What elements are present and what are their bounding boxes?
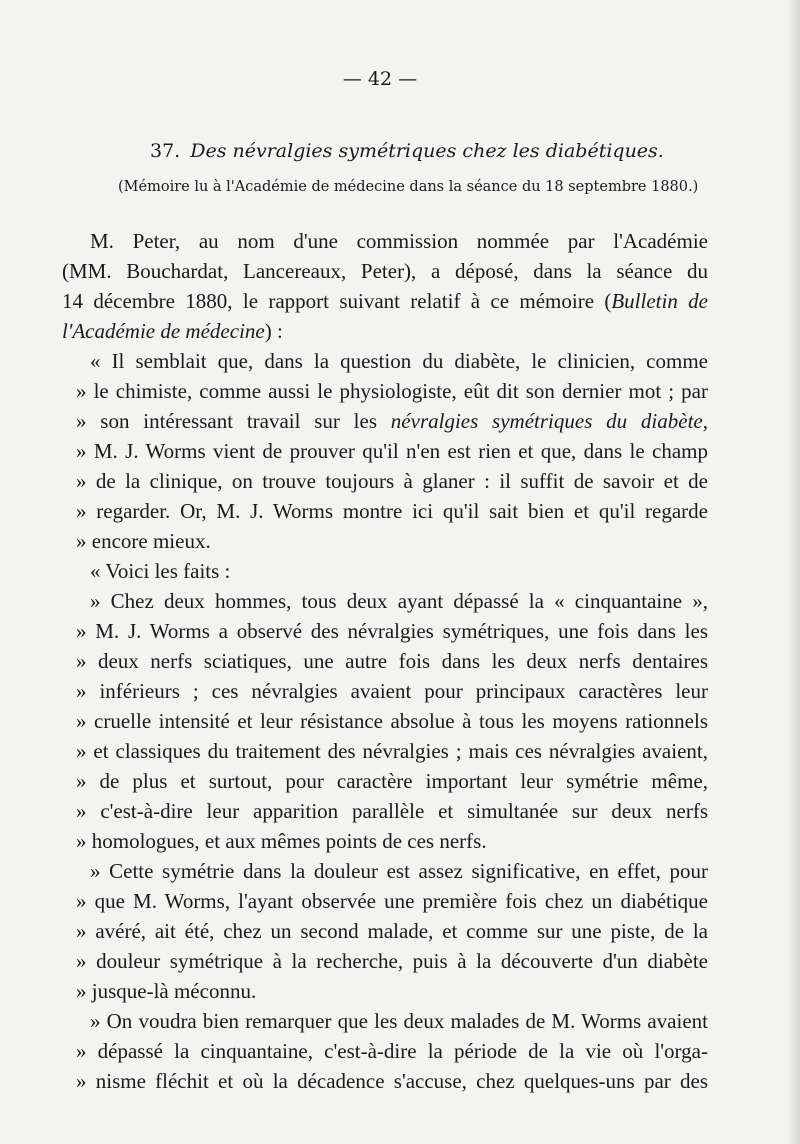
text-line	[62, 496, 708, 526]
line-text: » M. J. Worms a observé des névralgies symétriques, une fois dans les	[76, 619, 708, 643]
line-text: » M. J. Worms vient de prouver qu'il n'en est rien et que, dans le champ	[76, 439, 708, 463]
line-text: « Voici les faits :	[90, 559, 231, 583]
line-text: » homologues, et aux mêmes points de ces nerfs.	[76, 829, 487, 853]
section-heading	[150, 140, 664, 162]
text-line	[62, 436, 708, 466]
line-text: (MM. Bouchardat, Lancereaux, Peter), a déposé, dans la séance du	[62, 259, 708, 283]
text-line	[62, 316, 708, 346]
text-line	[62, 916, 708, 946]
text-line	[62, 376, 708, 406]
text-line	[62, 406, 708, 436]
body-text	[62, 226, 708, 1096]
text-line	[62, 1036, 708, 1066]
text-line	[62, 796, 708, 826]
line-text: ,	[702, 409, 708, 433]
line-text: » de la clinique, on trouve toujours à glaner : il suffit de savoir et de	[76, 469, 708, 493]
line-text: » regarder. Or, M. J. Worms montre ici qu'il sait bien et qu'il regarde	[76, 499, 708, 523]
line-text: » encore mieux.	[76, 529, 211, 553]
line-text: » le chimiste, comme aussi le physiologiste, eût dit son dernier mot ; par	[76, 379, 708, 403]
line-text: » c'est-à-dire leur apparition parallèle et simultanée sur deux nerfs	[76, 799, 708, 823]
text-line	[62, 556, 708, 586]
text-line	[62, 586, 708, 616]
text-line	[62, 676, 708, 706]
italic-text: Bulletin de	[611, 289, 708, 313]
line-text: » douleur symétrique à la recherche, puis à la découverte d'un diabète	[76, 949, 708, 973]
line-text: M. Peter, au nom d'une commission nommée par l'Académie	[90, 229, 708, 253]
line-text: » et classiques du traitement des névralgies ; mais ces névralgies avaient,	[76, 739, 708, 763]
page-edge-shadow	[786, 0, 800, 1144]
text-line	[62, 736, 708, 766]
text-line	[62, 616, 708, 646]
text-line	[62, 706, 708, 736]
italic-text: l'Académie de médecine	[62, 319, 265, 343]
line-text: » avéré, ait été, chez un second malade, et comme sur une piste, de la	[76, 919, 708, 943]
line-text: » On voudra bien remarquer que les deux malades de M. Worms avaient	[90, 1009, 708, 1033]
text-line	[62, 1006, 708, 1036]
section-title: Des névralgies symétriques chez les diabétiques.	[190, 140, 664, 162]
line-text: » son intéressant travail sur les	[76, 409, 391, 433]
text-line	[62, 976, 708, 1006]
section-number: 37.	[150, 140, 181, 162]
section-subtitle: (Mémoire lu à l'Académie de médecine dans la séance du 18 septembre 1880.)	[118, 179, 699, 195]
text-line	[62, 466, 708, 496]
text-line	[62, 946, 708, 976]
text-line	[62, 856, 708, 886]
line-text: » cruelle intensité et leur résistance absolue à tous les moyens rationnels	[76, 709, 708, 733]
line-text: 14 décembre 1880, le rapport suivant relatif à ce mémoire (	[62, 289, 612, 313]
line-text: » de plus et surtout, pour caractère important leur symétrie même,	[76, 769, 708, 793]
italic-text: névralgies symétriques du diabète	[390, 409, 703, 433]
line-text: « Il semblait que, dans la question du diabète, le clinicien, comme	[90, 349, 708, 373]
text-line	[62, 826, 708, 856]
line-text: » nisme fléchit et où la décadence s'accuse, chez quelques-uns par des	[76, 1069, 708, 1093]
line-text: ) :	[264, 319, 283, 343]
text-line	[62, 256, 708, 286]
line-text: » inférieurs ; ces névralgies avaient pour principaux caractères leur	[76, 679, 708, 703]
text-line	[62, 526, 708, 556]
line-text: » que M. Worms, l'ayant observée une première fois chez un diabétique	[76, 889, 708, 913]
line-text: » jusque-là méconnu.	[76, 979, 257, 1003]
page-number: — 42 —	[342, 68, 418, 90]
line-text: » Chez deux hommes, tous deux ayant dépassé la « cinquantaine »,	[90, 589, 708, 613]
text-line	[62, 286, 708, 316]
text-line	[62, 346, 708, 376]
text-line	[62, 766, 708, 796]
line-text: » dépassé la cinquantaine, c'est-à-dire la période de la vie où l'orga-	[76, 1039, 708, 1063]
text-line	[62, 1066, 708, 1096]
text-line	[62, 886, 708, 916]
text-line	[62, 226, 708, 256]
line-text: » Cette symétrie dans la douleur est assez significative, en effet, pour	[90, 859, 708, 883]
text-line	[62, 646, 708, 676]
line-text: » deux nerfs sciatiques, une autre fois dans les deux nerfs dentaires	[76, 649, 708, 673]
